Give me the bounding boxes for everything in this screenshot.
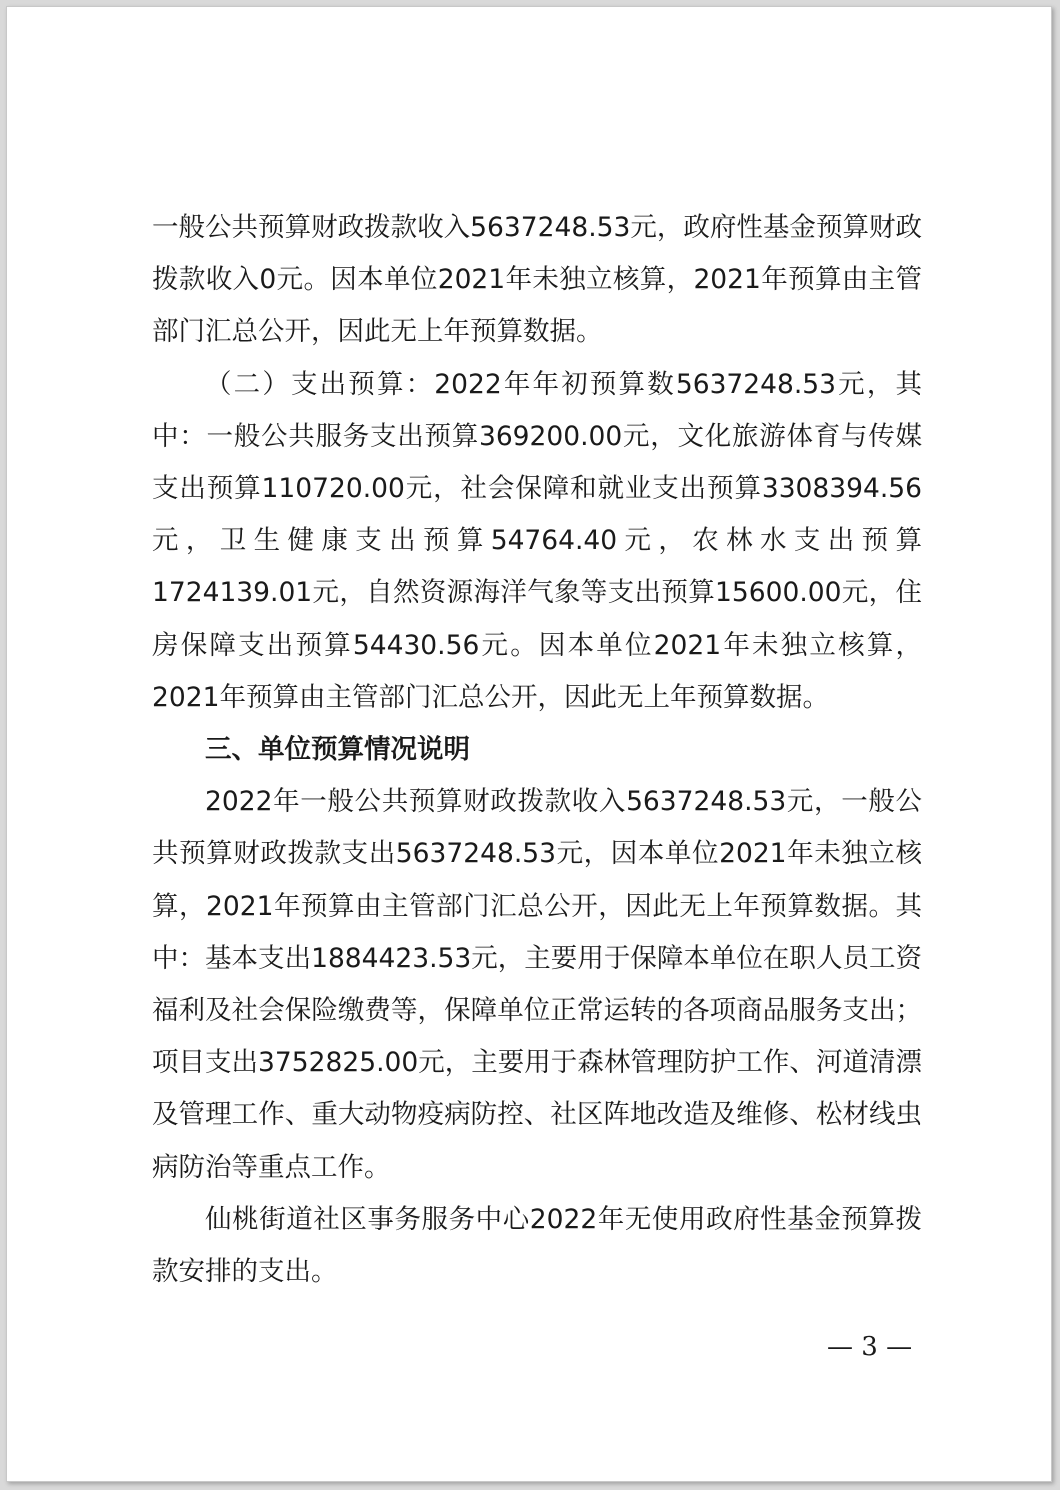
section-heading-unit-budget: 三、单位预算情况说明 [205,734,470,766]
paragraph-income-continued: 一般公共预算财政拨款收入5637248.53元，政府性基金预算财政拨款收入0元。因本单位2021年未独立核算，2021年预算由主管部门汇总公开，因此无上年预算数据。 [152,212,922,348]
document-page [6,6,1052,1482]
paragraph-unit-budget-details: 2022年一般公共预算财政拨款收入5637248.53元，一般公共预算财政拨款支出5637248.53元，因本单位2021年未独立核算，2021年预算由主管部门汇总公开，因此无上年预算数据。其中：基本支出1884423.53元，主要用于保障本单位在职人员工资福利及社会保险缴费等，保障单位正常运转的各项商品服务支出；项目支出3752825.00元，主要用于森林管理防护工作、河道清漂及管理工作、重大动物疫病防控、社区阵地改造及维修、松材线虫病防治等重点工作。 [152,786,922,1183]
document-body [152,202,922,1298]
paragraph-expenditure-budget: （二）支出预算：2022年年初预算数5637248.53元，其中：一般公共服务支出预算369200.00元，文化旅游体育与传媒支出预算110720.00元，社会保障和就业支出预算3308394.56元，卫生健康支出预算54764.40元，农林水支出预算1724139.01元，自然资源海洋气象等支出预算15600.00元，住房保障支出预算54430.56元。因本单位2021年未独立核算，2021年预算由主管部门汇总公开，因此无上年预算数据。 [152,368,922,713]
paragraph-government-fund: 仙桃街道社区事务服务中心2022年无使用政府性基金预算拨款安排的支出。 [152,1203,922,1288]
page-number: — 3 — [827,1332,913,1362]
